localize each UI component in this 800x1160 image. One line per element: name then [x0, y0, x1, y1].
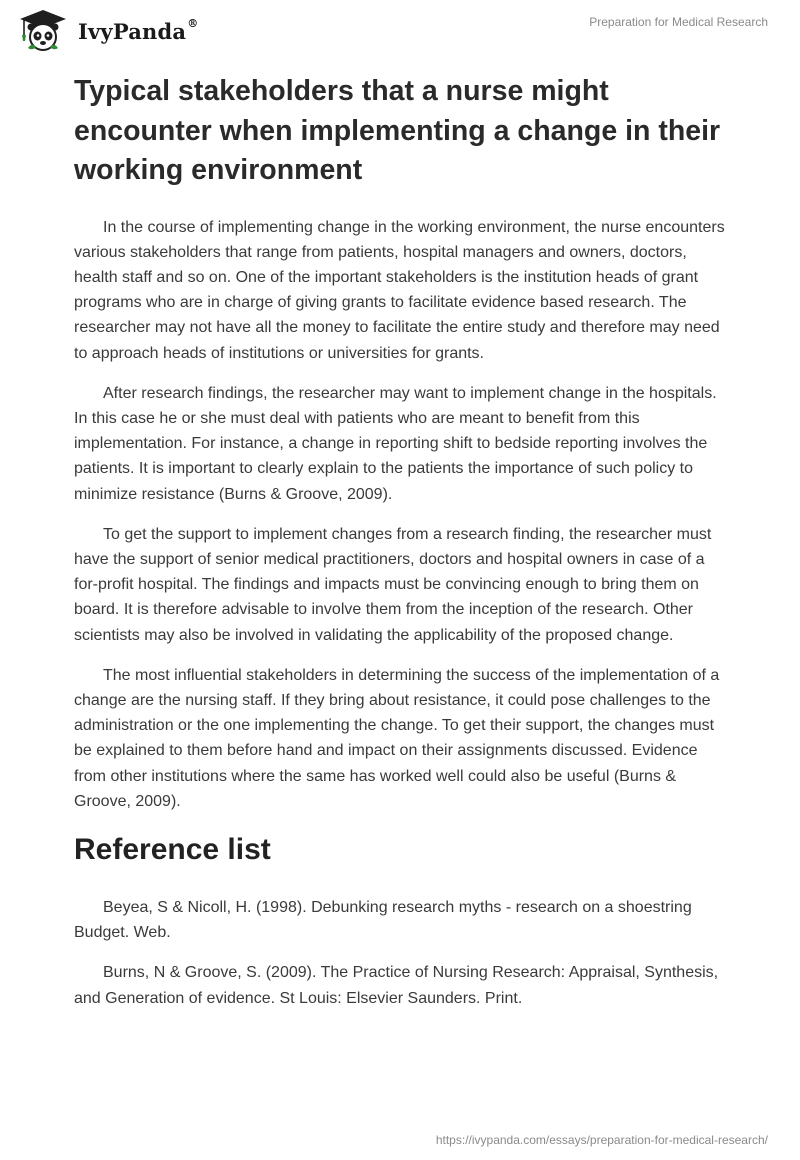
- reference-list: [74, 895, 728, 1011]
- article-heading: Typical stakeholders that a nurse might encounter when implementing a change in their working environment: [74, 75, 721, 186]
- body-paragraph: After research findings, the researcher may want to implement change in the hospitals. In this case he or she must deal with patients who are meant to benefit from this implementation. For instance, a change in reporting shift to bedside reporting involves the patients. It is important to clearly explain to the patients the importance of such policy to minimize resistance (Burns & Groove, 2009).: [74, 384, 717, 503]
- body-paragraph: To get the support to implement changes from a research finding, the researcher must have the support of senior medical practitioners, doctors and hospital owners in case of a for-profit hospital. The findings and impacts must be convincing enough to bring them on board. It is therefore advisable to involve them from the inception of the research. Other scientists may also be involved in validating the applicability of the proposed change.: [74, 525, 712, 644]
- ivypanda-logo[interactable]: [14, 8, 198, 54]
- logo-wordmark: IvyPanda®: [78, 16, 199, 44]
- body-paragraph: The most influential stakeholders in determining the success of the implementation of a change are the nursing staff. If they bring about resistance, it could pose challenges to the administration or the one implementing the change. To get their support, the changes must be explained to them before hand and impact on their assignments discussed. Evidence from other institutions where the same has worked well could also be useful (Burns & Groove, 2009).: [74, 666, 720, 810]
- body-paragraph: In the course of implementing change in the working environment, the nurse encounters various stakeholders that range from patients, hospital managers and owners, doctors, health staff and so on. One of the important stakeholders is the institution heads of grant programs who are in charge of giving grants to facilitate evidence based research. The researcher may not have all the money to facilitate the entire study and therefore may need to approach heads of institutions or universities for grants.: [74, 218, 725, 362]
- reference-item: Burns, N & Groove, S. (2009). The Practice of Nursing Research: Appraisal, Synthesis, and Generation of evidence. St Louis: Elsevier Saunders. Print.: [74, 964, 719, 1007]
- reference-item: Beyea, S & Nicoll, H. (1998). Debunking research myths - research on a shoestring Budget. Web.: [74, 898, 692, 942]
- registered-mark: ®: [187, 16, 199, 30]
- source-url[interactable]: https://ivypanda.com/essays/preparation-for-medical-research/: [435, 1133, 768, 1147]
- article-content: [74, 72, 728, 1026]
- panda-graduation-icon: [14, 8, 72, 54]
- page-header: [0, 0, 800, 70]
- running-title: Preparation for Medical Research: [589, 15, 768, 29]
- references-heading: Reference list: [74, 832, 271, 866]
- article-body: [74, 215, 728, 814]
